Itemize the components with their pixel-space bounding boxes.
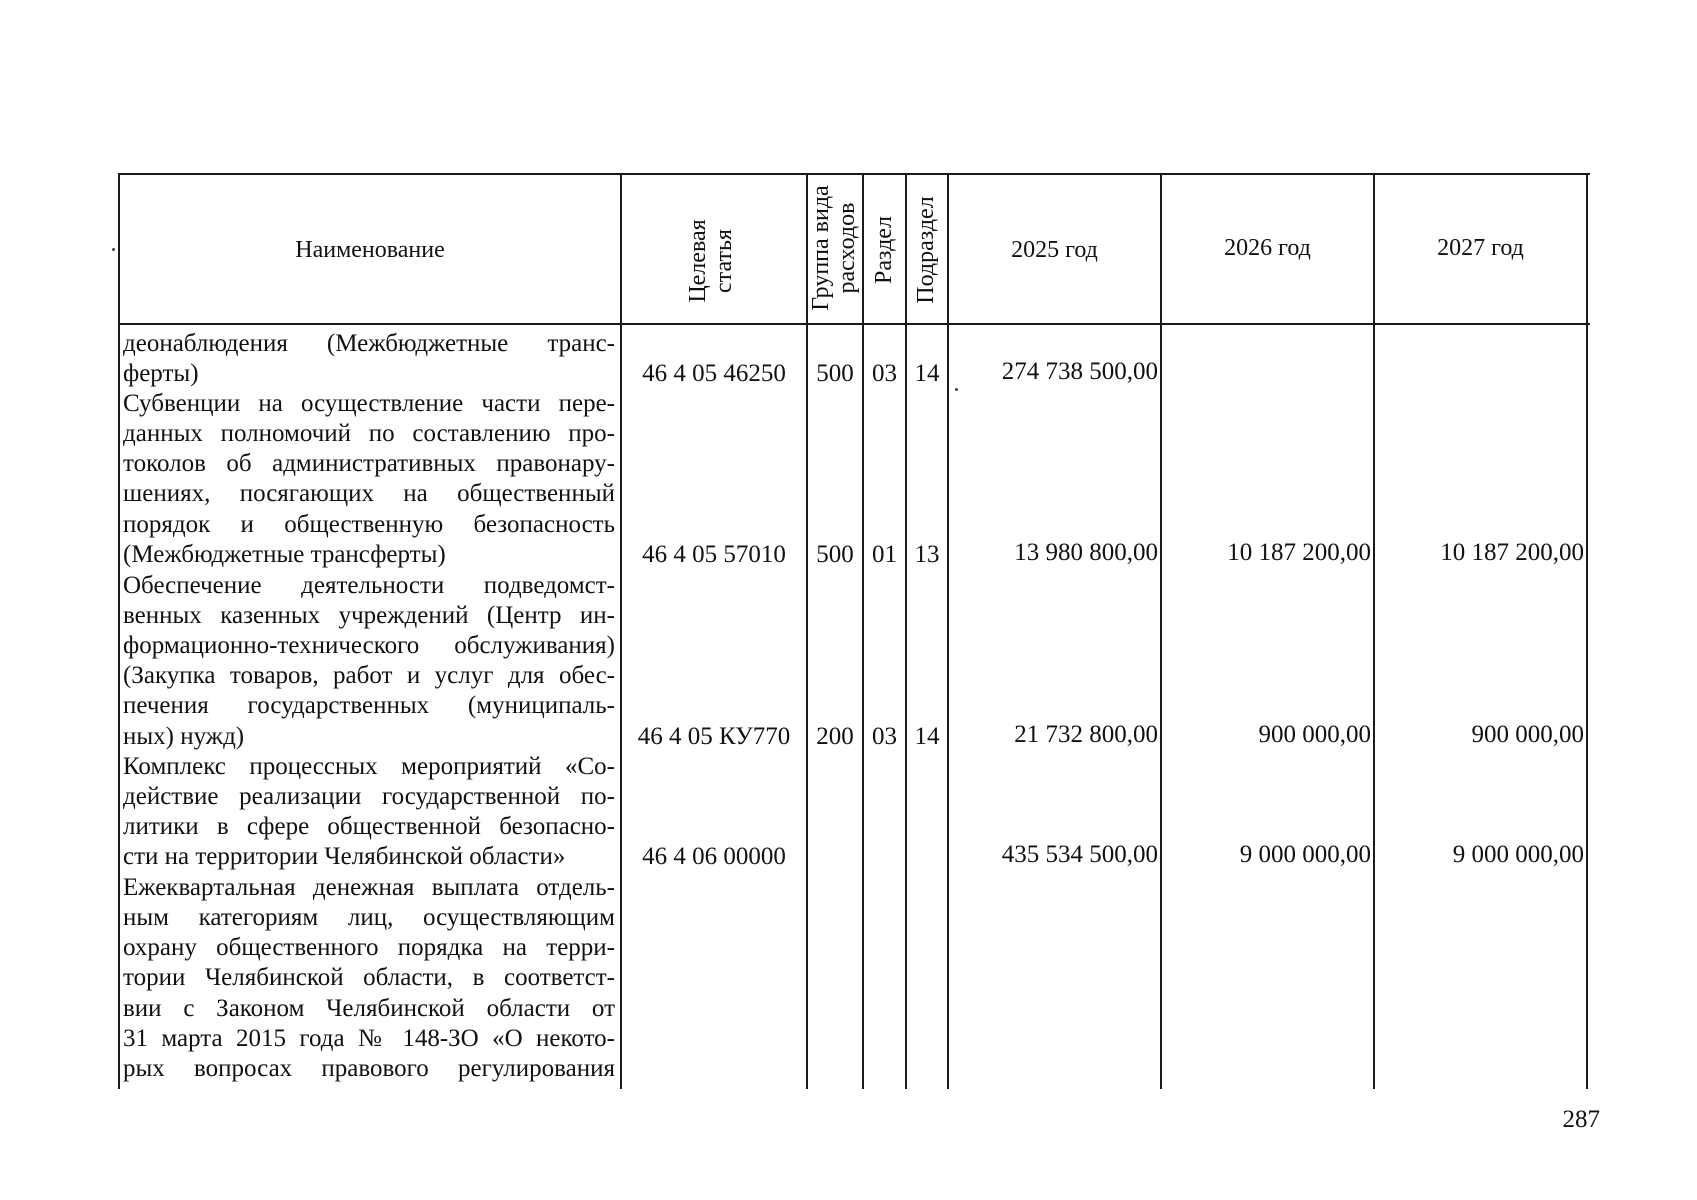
scan-speck	[112, 248, 115, 251]
scan-speck	[955, 388, 958, 391]
row2-y2025: 13 980 800,00	[1014, 539, 1158, 566]
row1-name-line2: ферты)	[123, 360, 199, 387]
row3-y2026: 900 000,00	[1258, 721, 1371, 748]
row4-y2026: 9 000 000,00	[1239, 841, 1371, 868]
row2-subsection: 13	[914, 541, 940, 568]
row1-group: 500	[816, 360, 854, 387]
col-divider-subsection	[905, 173, 907, 1089]
header-name: Наименование	[295, 237, 445, 263]
row5-name-line6: 31 марта 2015 года № 148-ЗО «О некото-	[123, 1025, 615, 1052]
header-expense-group-line1: Группа вида	[808, 185, 834, 311]
row3-y2025: 21 732 800,00	[1014, 721, 1158, 748]
header-year-2025: 2025 год	[1011, 237, 1098, 263]
row5-name-line5: вии с Законом Челябинской области от	[123, 995, 615, 1022]
row3-name-line2: венных казенных учреждений (Центр ин-	[123, 602, 615, 629]
row2-group: 500	[816, 541, 854, 568]
row1-code: 46 4 05 46250	[642, 360, 786, 387]
row2-name-line5: порядок и общественную безопасность	[123, 511, 615, 538]
row4-name-line2: действие реализации государственной по-	[123, 783, 615, 810]
table-right-border	[1586, 173, 1588, 1089]
header-year-2026: 2026 год	[1224, 235, 1311, 261]
row4-name-line3: литики в сфере общественной безопасно-	[123, 813, 615, 840]
col-divider-code	[620, 173, 622, 1089]
header-target-article-line2: статья	[711, 229, 737, 293]
header-target-article-line1: Целевая	[685, 219, 711, 303]
row2-y2026: 10 187 200,00	[1227, 539, 1371, 566]
row3-subsection: 14	[914, 723, 940, 750]
row2-name-line3: токолов об административных правонару-	[123, 450, 615, 477]
row4-code: 46 4 06 00000	[642, 843, 786, 870]
row4-y2027: 9 000 000,00	[1452, 841, 1584, 868]
row2-name-line4: шениях, посягающих на общественный	[123, 480, 615, 507]
col-divider-2027	[1373, 173, 1375, 1089]
row4-y2025: 435 534 500,00	[1001, 841, 1158, 868]
row2-name-line6: (Межбюджетные трансферты)	[123, 541, 446, 568]
header-year-2027: 2027 год	[1437, 235, 1524, 261]
row5-name-line7: рых вопросах правового регулирования	[123, 1055, 615, 1082]
table-left-border	[118, 173, 120, 1089]
row2-y2027: 10 187 200,00	[1440, 539, 1584, 566]
col-divider-section	[862, 173, 864, 1089]
row3-code: 46 4 05 КУ770	[637, 723, 791, 750]
row1-name-line1: деонаблюдения (Межбюджетные транс-	[123, 330, 615, 357]
row3-group: 200	[816, 723, 854, 750]
header-expense-group	[808, 173, 860, 323]
row3-name-line5: печения государственных (муниципаль-	[123, 692, 615, 719]
row3-name-line6: ных) нужд)	[123, 723, 245, 750]
row3-name-line1: Обеспечение деятельности подведомст-	[123, 572, 615, 599]
row5-name-line1: Ежеквартальная денежная выплата отдель-	[123, 874, 615, 901]
row2-section: 01	[872, 541, 897, 568]
row2-name-line2: данных полномочий по составлению про-	[123, 420, 615, 447]
row5-name-line4: тории Челябинской области, в соответст-	[123, 964, 615, 991]
header-section: Раздел	[871, 216, 897, 284]
row3-name-line3: формационно-технического обслуживания)	[123, 632, 615, 659]
header-expense-group-line2: расходов	[834, 202, 860, 294]
row1-y2025: 274 738 500,00	[1001, 358, 1158, 385]
row4-name-line4: сти на территории Челябинской области»	[123, 843, 566, 870]
row5-name-line3: охрану общественного порядка на терри-	[123, 934, 615, 961]
row2-code: 46 4 05 57010	[642, 541, 786, 568]
header-target-article	[685, 186, 741, 336]
col-divider-2025	[947, 173, 949, 1089]
row4-name-line1: Комплекс процессных мероприятий «Со-	[123, 753, 615, 780]
row2-name-line1: Субвенции на осуществление части пере-	[123, 390, 615, 417]
row1-section: 03	[872, 360, 897, 387]
row3-section: 03	[872, 723, 897, 750]
row1-subsection: 14	[914, 360, 940, 387]
col-divider-2026	[1160, 173, 1162, 1089]
row5-name-line2: ным категориям лиц, осуществляющим	[123, 904, 615, 931]
row3-y2027: 900 000,00	[1471, 721, 1584, 748]
header-subsection: Подраздел	[913, 196, 939, 304]
table-header-border	[119, 323, 1590, 325]
page-number: 287	[1562, 1106, 1600, 1133]
row3-name-line4: (Закупка товаров, работ и услуг для обес-	[123, 662, 615, 689]
